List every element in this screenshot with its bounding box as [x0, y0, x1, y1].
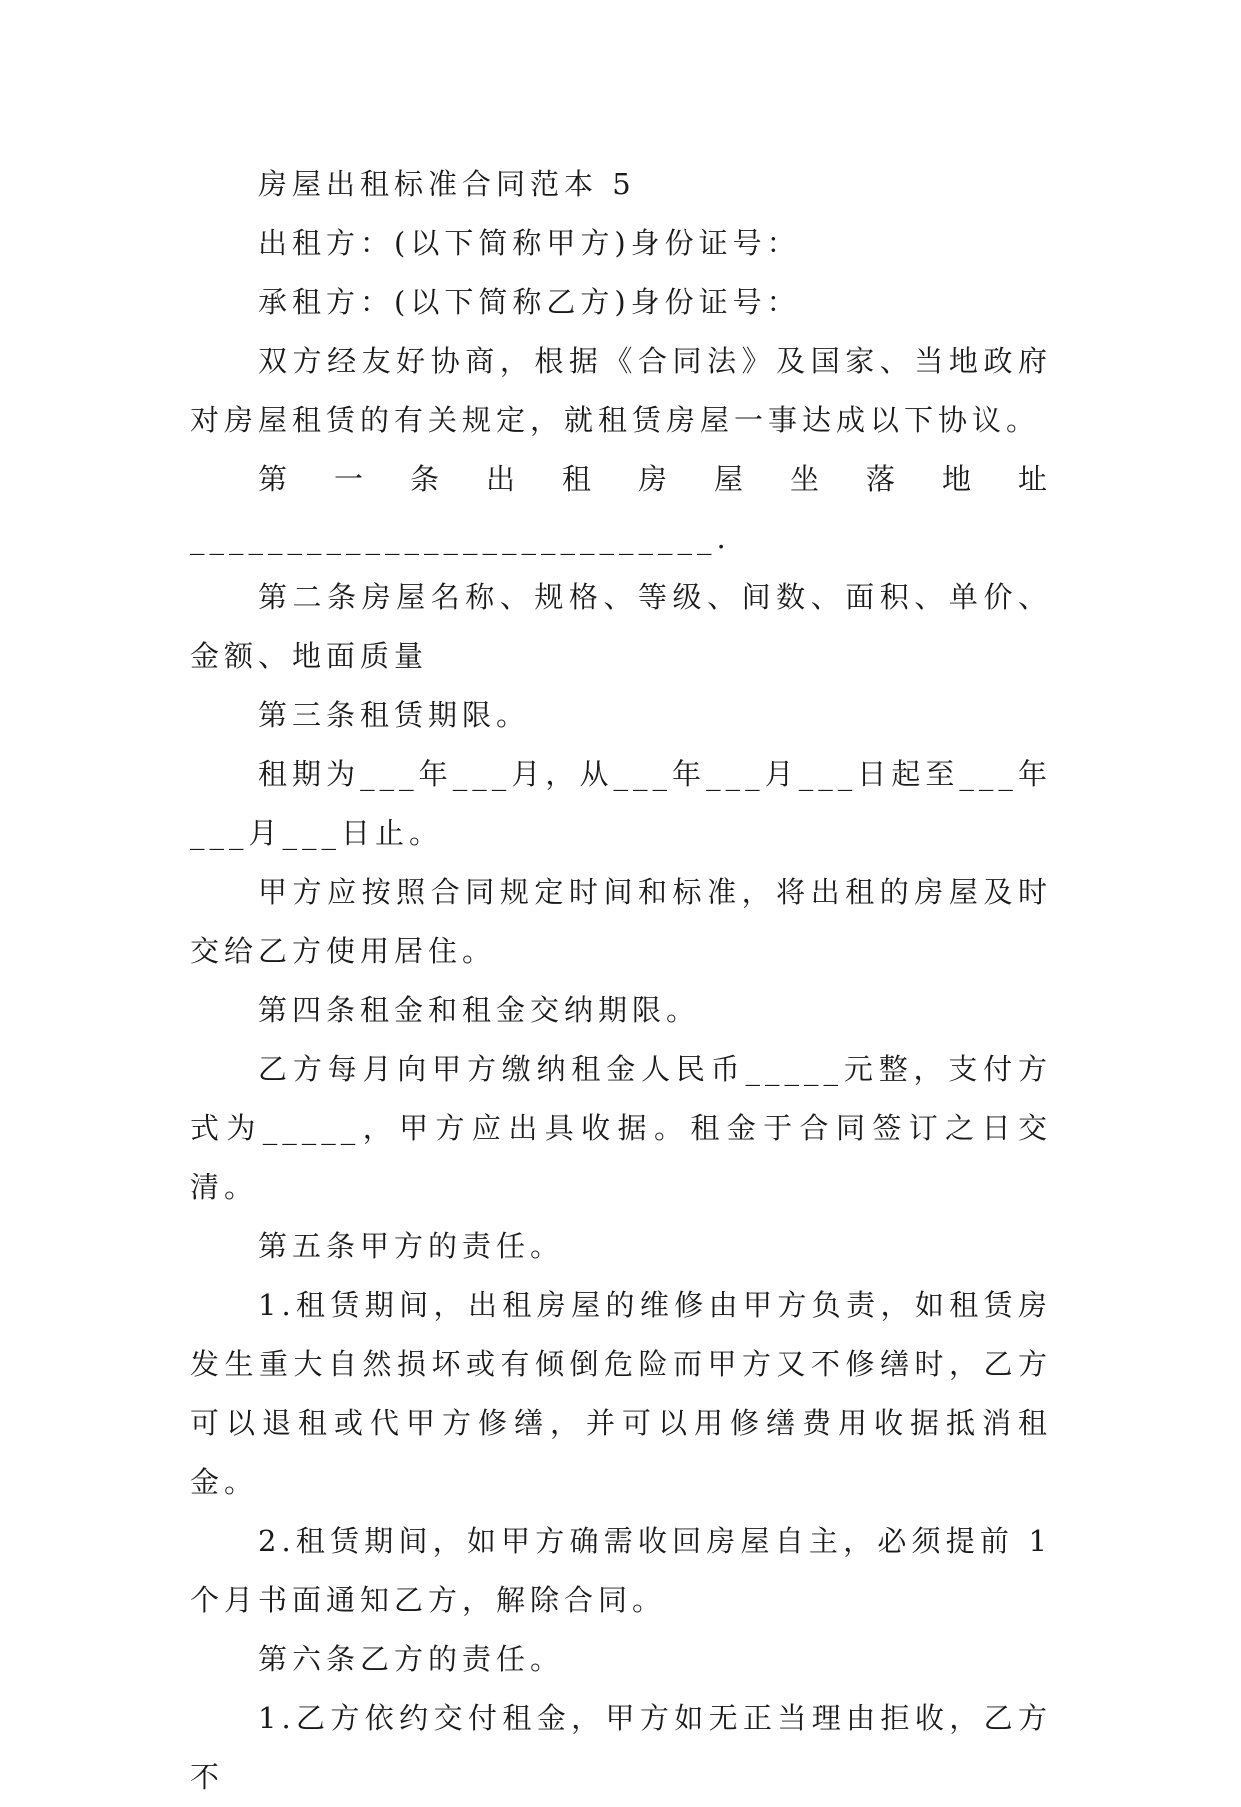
paragraph-preamble: 双方经友好协商，根据《合同法》及国家、当地政府对房屋租赁的有关规定，就租赁房屋一事达成以下协议。 [190, 344, 1052, 437]
paragraph-rent-payment: 乙方每月向甲方缴纳租金人民币_____元整，支付方式为_____，甲方应出具收据。租金于合同签订之日交清。 [190, 1052, 1052, 1204]
paragraph-article-4: 第四条租金和租金交纳期限。 [258, 993, 701, 1027]
document-title: 房屋出租标准合同范本 5 [258, 167, 636, 201]
paragraph-lessee: 承租方：(以下简称乙方)身份证号： [258, 285, 801, 319]
paragraph-article-5: 第五条甲方的责任。 [258, 1229, 565, 1263]
paragraph-lessor-duty-2: 2.租赁期间，如甲方确需收回房屋自主，必须提前 1 个月书面通知乙方，解除合同。 [190, 1524, 1052, 1617]
paragraph-lessor-duty-1: 1.租赁期间，出租房屋的维修由甲方负责，如租赁房发生重大自然损坏或有倾倒危险而甲方又不修缮时，乙方可以退租或代甲方修缮，并可以用修缮费用收据抵消租金。 [190, 1288, 1052, 1499]
paragraph-article-3: 第三条租赁期限。 [258, 698, 531, 732]
paragraph-lessee-duty-1: 1.乙方依约交付租金，甲方如无正当理由拒收，乙方不 [190, 1701, 1052, 1794]
paragraph-lease-term: 租期为___年___月，从___年___月___日起至___年___月___日止。 [190, 757, 1052, 850]
paragraph-article-1: 第一条出租房屋坐落地址___________________________. [190, 462, 1052, 555]
paragraph-article-2: 第二条房屋名称、规格、等级、间数、面积、单价、金额、地面质量 [190, 580, 1052, 673]
paragraph-lessor: 出租方：(以下简称甲方)身份证号： [258, 226, 801, 260]
paragraph-handover: 甲方应按照合同规定时间和标准，将出租的房屋及时交给乙方使用居住。 [190, 875, 1052, 968]
paragraph-article-6: 第六条乙方的责任。 [258, 1642, 565, 1676]
document-body [190, 155, 1052, 1807]
